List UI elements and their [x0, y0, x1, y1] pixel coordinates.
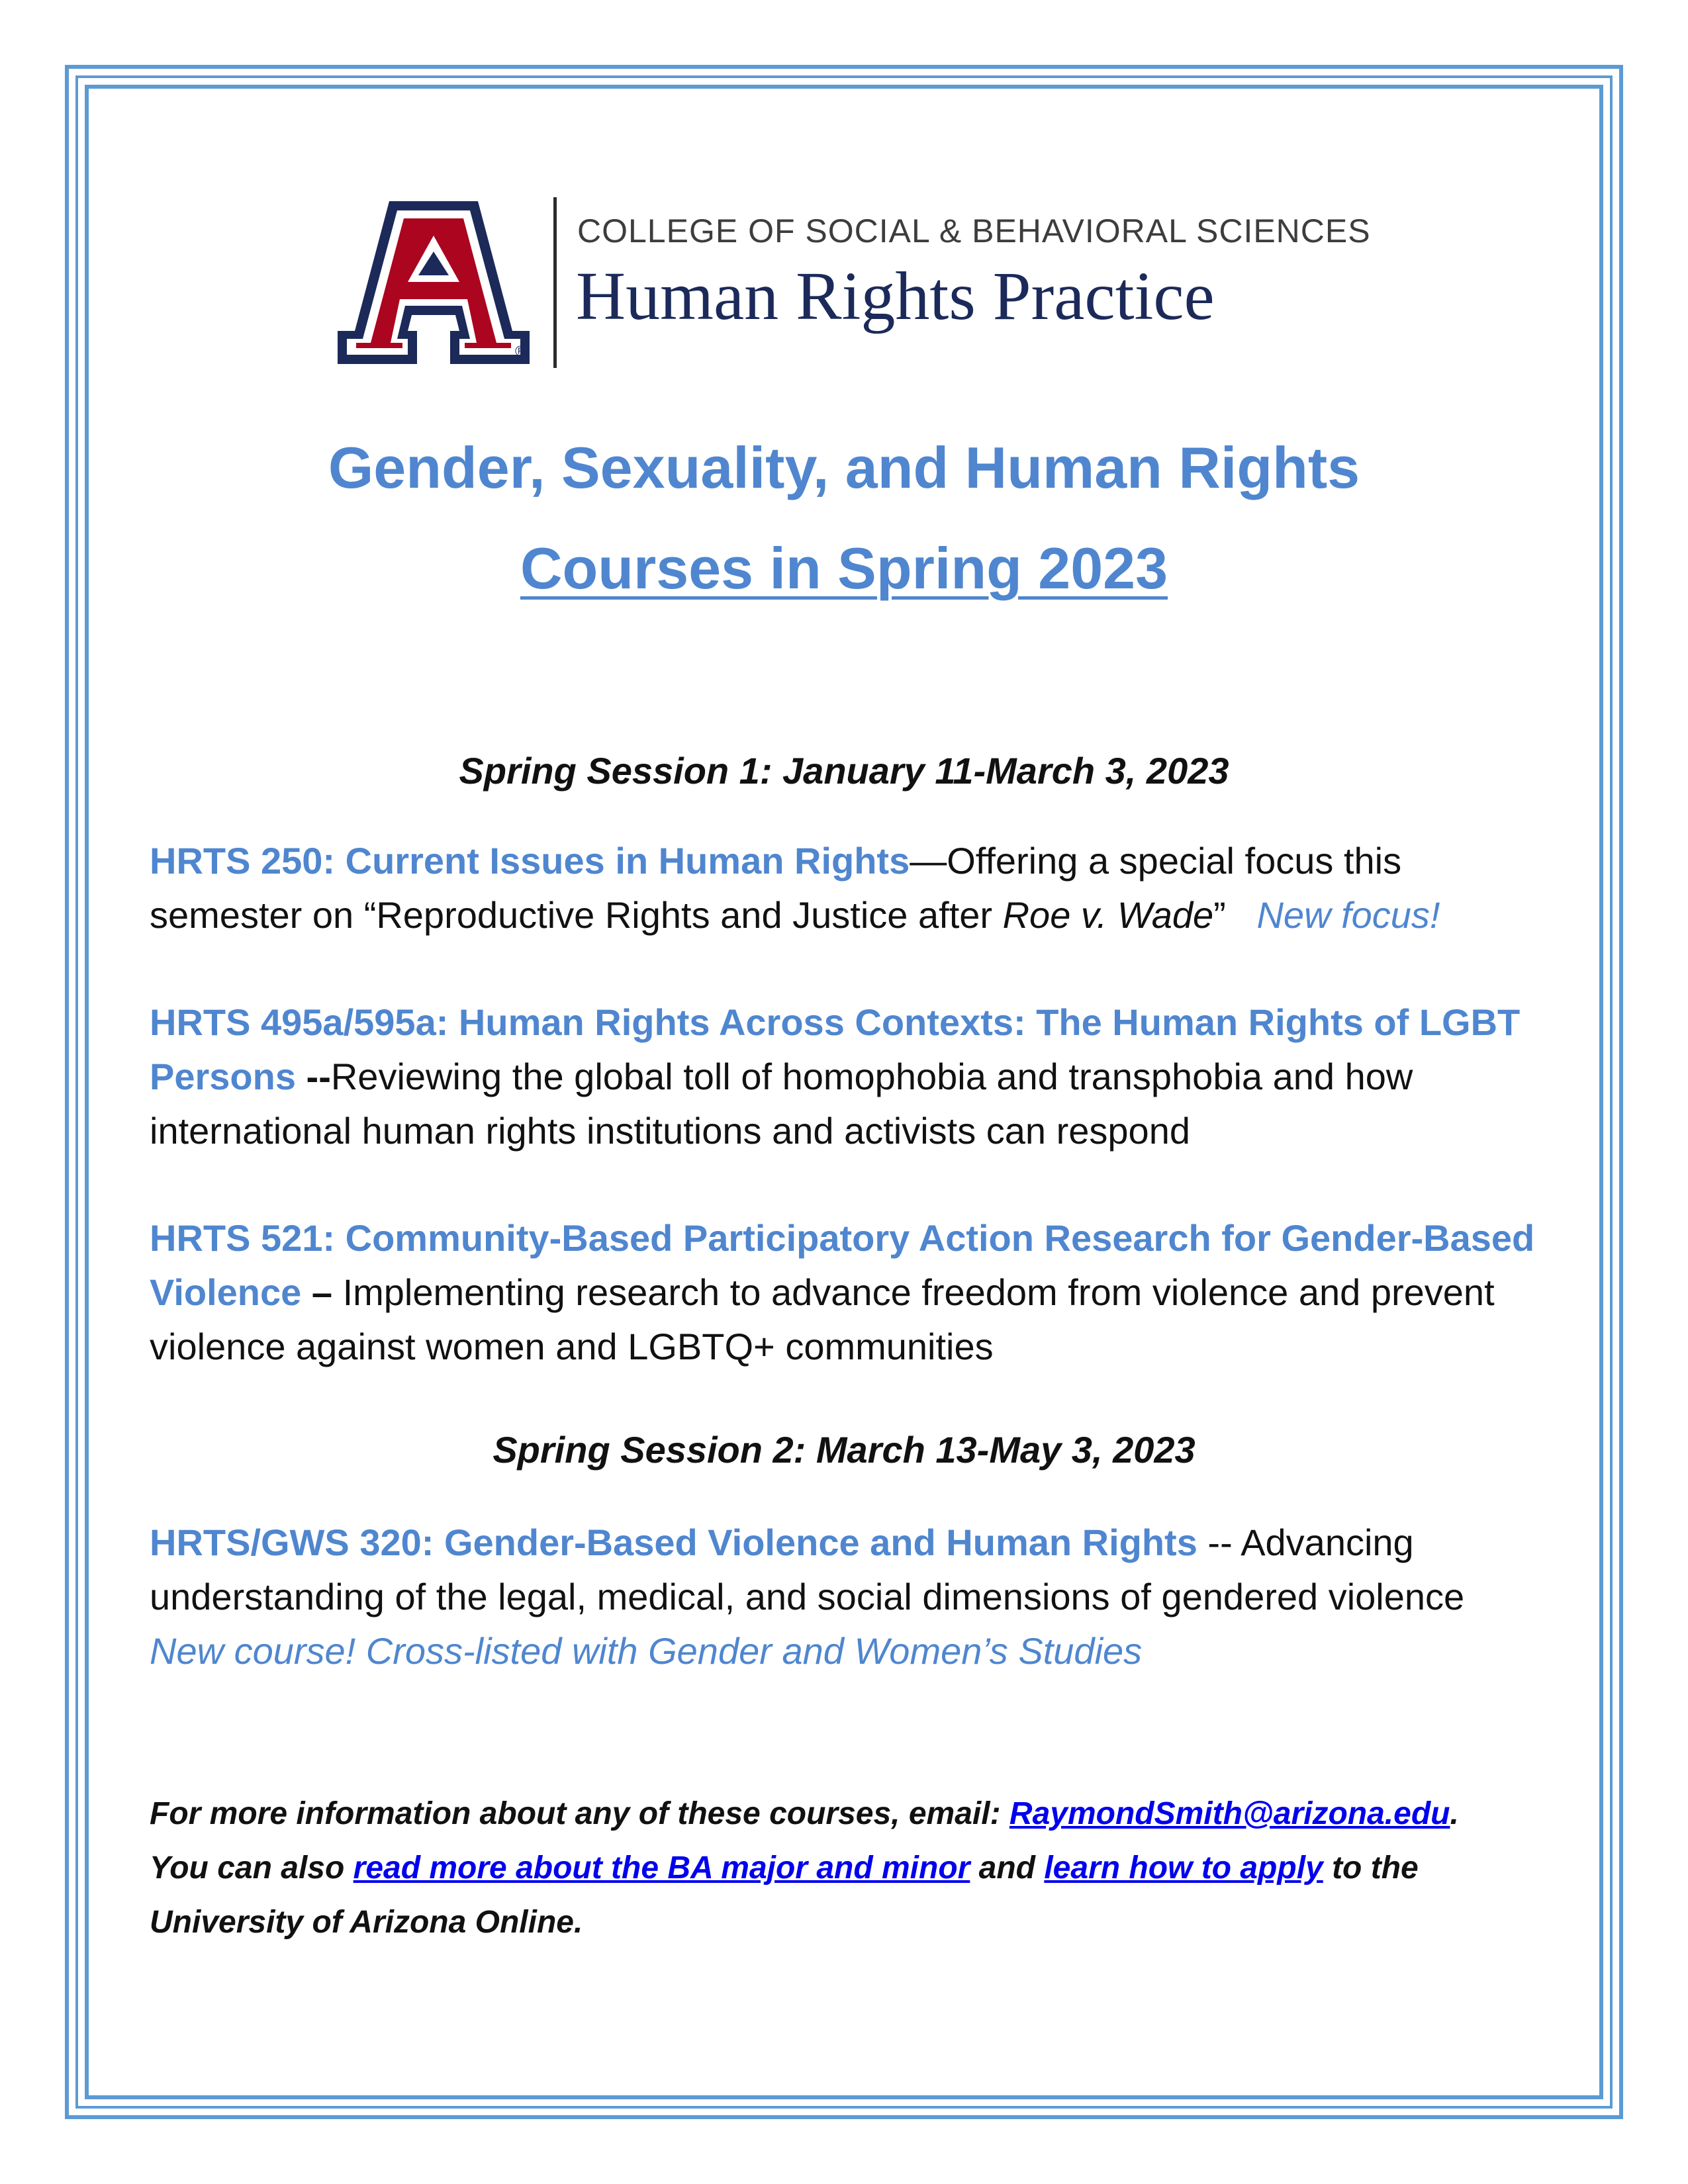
page-subtitle: Courses in Spring 2023 — [520, 535, 1168, 601]
page-title: Gender, Sexuality, and Human Rights — [328, 435, 1360, 500]
university-a-logo-icon — [338, 201, 530, 364]
contact-info: For more information about any of these courses, email: RaymondSmith@arizona.edu. You can also read more about the BA major and minor and learn how to apply to the University of Arizona Online. — [150, 1796, 1459, 1940]
apply-link[interactable]: learn how to apply — [1044, 1850, 1323, 1886]
college-name: COLLEGE OF SOCIAL & BEHAVIORAL SCIENCES — [577, 212, 1371, 250]
course-hrts-gws-320: HRTS/GWS 320: Gender-Based Violence and Human Rights -- Advancing understanding of the legal, medical, and social dimensions of gendered violence New course! Cross-listed with Gender and Women’s Studies — [150, 1522, 1465, 1672]
course-code: HRTS 495a/595a: Human Rights Across Contexts: The Human Rights of LGBT Persons — [150, 1001, 1521, 1097]
session-1-heading: Spring Session 1: January 11-March 3, 2023 — [459, 750, 1229, 792]
course-hrts-495a: HRTS 495a/595a: Human Rights Across Contexts: The Human Rights of LGBT Persons --Reviewing the global toll of homophobia and transphobia and how international human rights institutions and activists can respond — [150, 1001, 1521, 1152]
course-code: HRTS/GWS 320: Gender-Based Violence and Human Rights — [150, 1522, 1197, 1563]
course-note: New course! Cross-listed with Gender and Women’s Studies — [150, 1630, 1143, 1672]
course-code: HRTS 250: Current Issues in Human Rights — [150, 840, 910, 882]
course-hrts-521: HRTS 521: Community-Based Participatory Action Research for Gender-Based Violence – Implementing research to advance freedom from violence and prevent violence against women and LGBTQ+ communities — [150, 1217, 1535, 1367]
session-2-heading: Spring Session 2: March 13-May 3, 2023 — [492, 1429, 1196, 1471]
course-note: New focus! — [1256, 894, 1440, 936]
registered-mark: ® — [515, 343, 526, 359]
logo-divider — [553, 197, 557, 368]
email-link[interactable]: RaymondSmith@arizona.edu — [1009, 1796, 1450, 1831]
college-logo — [338, 197, 1370, 369]
program-name: Human Rights Practice — [576, 258, 1215, 334]
course-code: HRTS 521: Community-Based Participatory Action Research for Gender-Based Violence — [150, 1217, 1535, 1313]
ba-major-minor-link[interactable]: read more about the BA major and minor — [353, 1850, 970, 1886]
course-hrts-250: HRTS 250: Current Issues in Human Rights—Offering a special focus this semester on “Reproductive Rights and Justice after Roe v. Wade” New focus! — [150, 840, 1440, 936]
